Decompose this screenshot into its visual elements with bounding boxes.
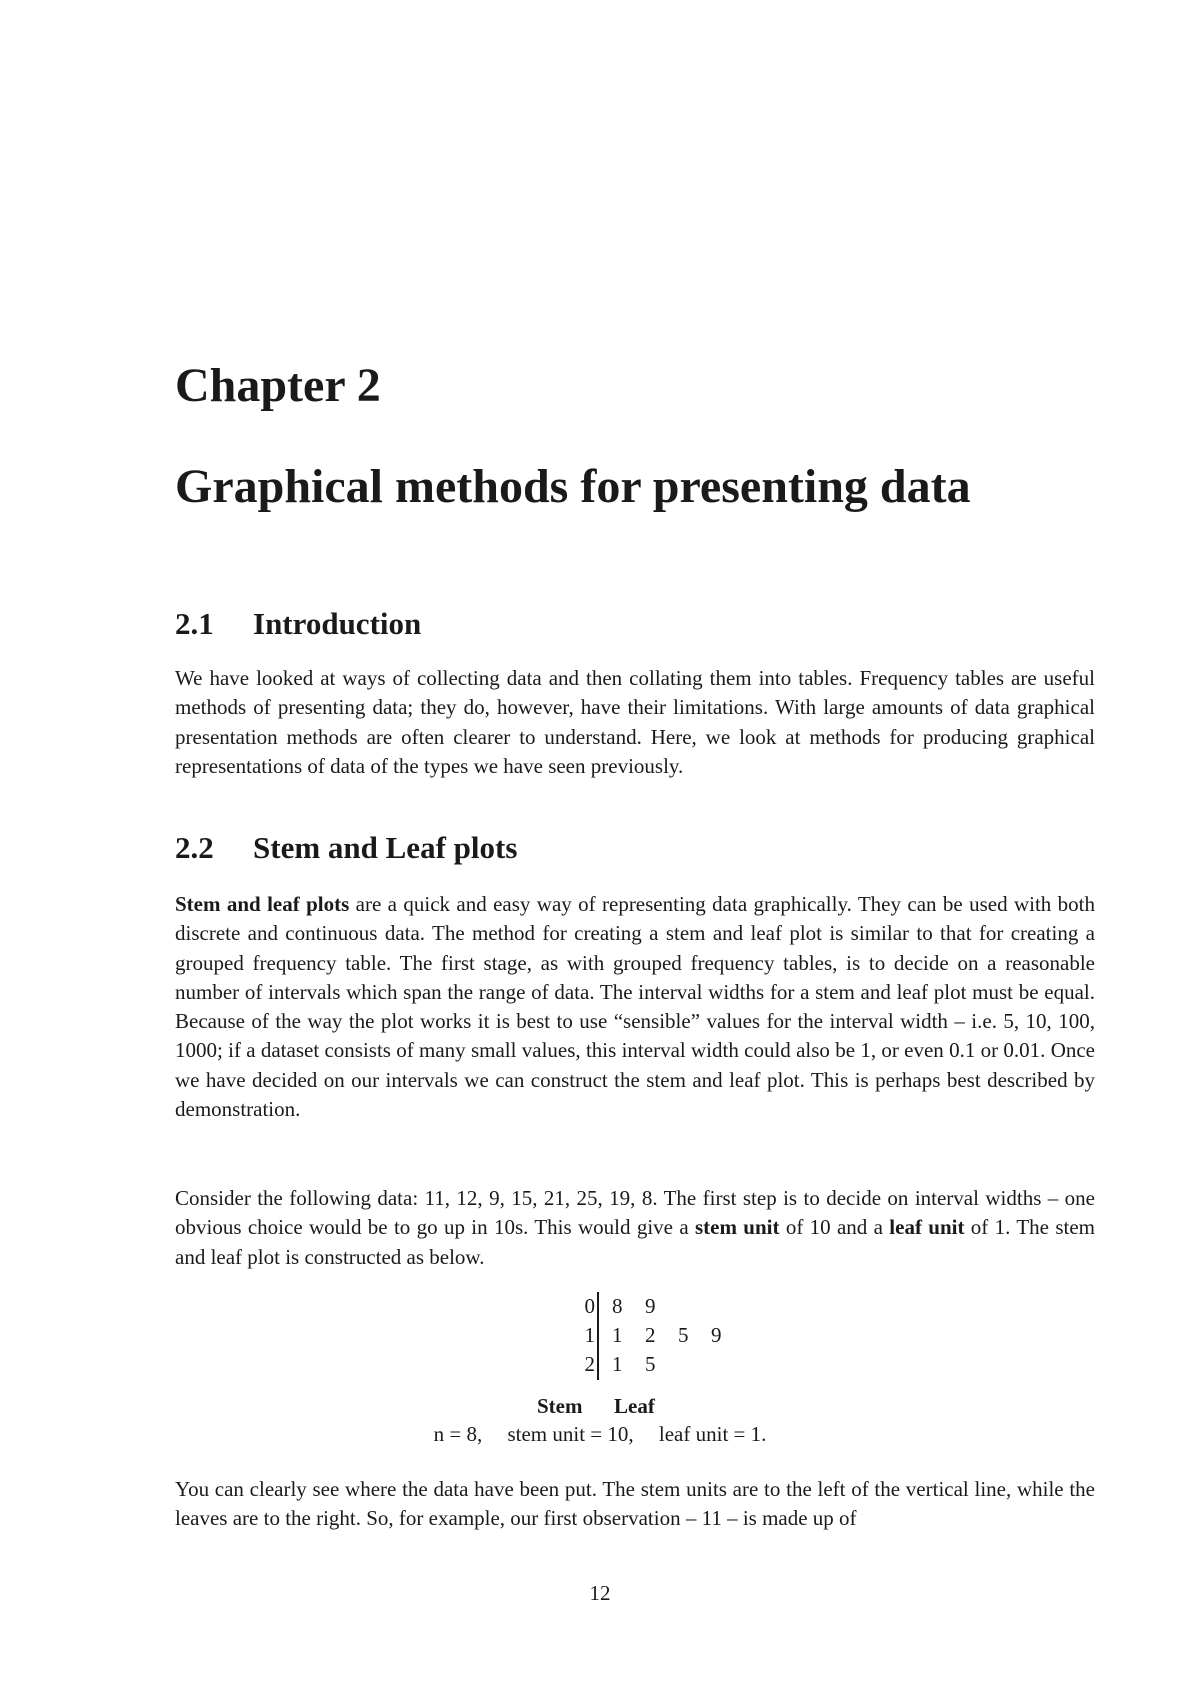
- intro-paragraph: We have looked at ways of collecting data and then collating them into tables. Frequency tables are useful methods of presenting data; they do, however, have their limitations. With large amounts of data graphical presentation methods are often clearer to understand. Here, we look at methods for producing graphical representations of data of the types we have seen previously.: [175, 666, 1095, 778]
- leaf: 8: [612, 1294, 623, 1318]
- stem-value: 0: [584, 1294, 595, 1318]
- section-heading-introduction: [175, 608, 421, 639]
- stem-leaf-row: [0, 1349, 1200, 1379]
- leaf: 5: [645, 1352, 656, 1376]
- leaf-values: [612, 1349, 678, 1379]
- leaf-label: Leaf: [614, 1394, 655, 1418]
- section-title: Stem and Leaf plots: [253, 830, 518, 865]
- leaf: 9: [711, 1323, 722, 1347]
- stem-value: 2: [584, 1352, 595, 1376]
- leaf-values: [612, 1291, 678, 1321]
- caption-leaf-unit: leaf unit = 1.: [658, 1422, 767, 1446]
- stem-value: 1: [584, 1323, 595, 1347]
- stem-leaf-row: [0, 1291, 1200, 1321]
- stem-leaf-paragraph-1: [175, 890, 1095, 1124]
- section-number: 2.2: [175, 830, 214, 865]
- page-number: 12: [589, 1581, 611, 1605]
- section-heading-stem-leaf: [175, 832, 517, 863]
- stem-label: Stem: [537, 1394, 583, 1418]
- paragraph-text: are a quick and easy way of representing data graphically. They can be used with both discrete and continuous data. The method for creating a stem and leaf plot is similar to that for creating a grouped frequency table. The first stage, as with grouped frequency tables, is to decide on a reasonable number of intervals which span the range of data. The interval widths for a stem and leaf plot must be equal. Because of the way the plot works it is best to use “sensible” values for the interval width – i.e. 5, 10, 100, 1000; if a dataset consists of many small values, this interval width could also be 1, or even 0.1 or 0.01. Once we have decided on our intervals we can construct the stem and leaf plot. This is perhaps best described by demonstration.: [175, 892, 1095, 1122]
- chapter-label: Chapter 2: [175, 359, 381, 412]
- chapter-title: Graphical methods for presenting data: [175, 460, 971, 513]
- leaf: 9: [645, 1294, 656, 1318]
- caption-n: n = 8,: [433, 1422, 483, 1446]
- leaf: 2: [645, 1323, 656, 1347]
- leaf: 1: [612, 1352, 623, 1376]
- stem-leaf-paragraph-3: You can clearly see where the data have been put. The stem units are to the left of the vertical line, while the leaves are to the right. So, for example, our first observation – 11 – is made up of: [175, 1477, 1095, 1531]
- bold-term: Stem and leaf plots: [175, 892, 350, 916]
- bold-term: leaf unit: [889, 1215, 965, 1240]
- section-title: Introduction: [253, 606, 422, 641]
- caption-stem-unit: stem unit = 10,: [507, 1422, 634, 1446]
- paragraph-text: of 1. The stem and leaf plot is constructed as below.: [175, 1215, 1095, 1269]
- paragraph-text: Consider the following data: 11, 12, 9, 15, 21, 25, 19, 8. The first step is to decide on interval widths – one obvious choice would be to go up in 10s. This would give a: [175, 1186, 1095, 1240]
- stem-leaf-caption: [0, 1422, 1200, 1447]
- paragraph-text: of 10 and a: [779, 1215, 890, 1240]
- bold-term: stem unit: [694, 1215, 780, 1240]
- leaf: 1: [612, 1323, 623, 1347]
- leaf: 5: [678, 1323, 689, 1347]
- stem-leaf-row: [0, 1320, 1200, 1350]
- stem-leaf-paragraph-2: [175, 1184, 1095, 1272]
- section-number: 2.1: [175, 606, 214, 641]
- leaf-values: [612, 1320, 744, 1350]
- stem-leaf-divider: [597, 1292, 599, 1380]
